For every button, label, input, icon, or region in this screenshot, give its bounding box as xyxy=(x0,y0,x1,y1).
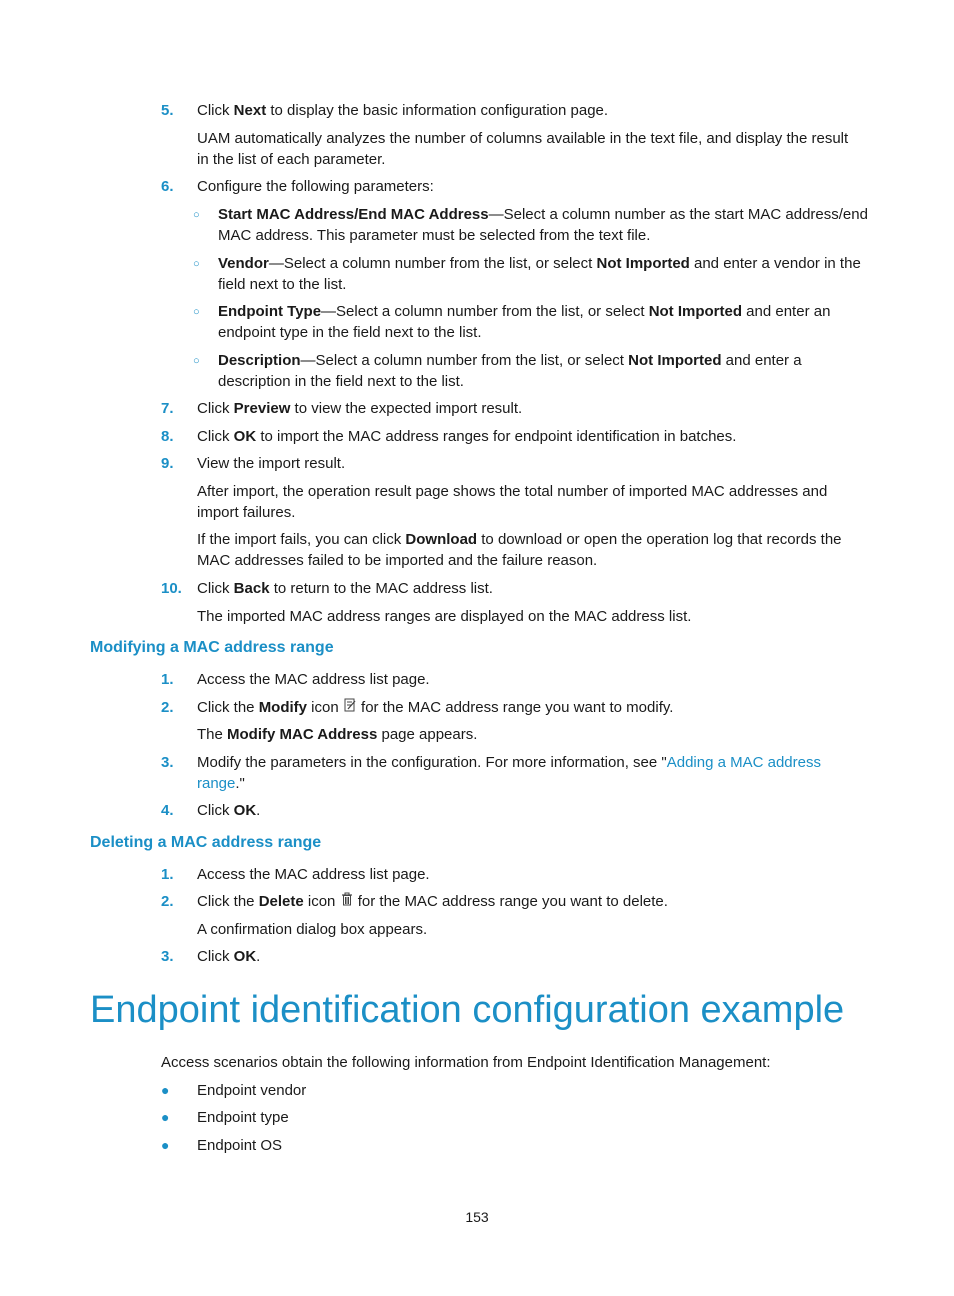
step-text: Click Preview to view the expected import result. xyxy=(197,400,523,417)
step-text: Click Back to return to the MAC address list. xyxy=(197,580,493,597)
bullet-icon: ○ xyxy=(193,258,200,270)
step-text: View the import result. xyxy=(197,455,346,472)
step-text: Click OK. xyxy=(197,948,261,965)
trash-icon xyxy=(340,891,354,912)
step-text: Click Next to display the basic information configuration page. xyxy=(197,102,609,119)
step-number: 1. xyxy=(161,671,174,688)
step-number: 2. xyxy=(161,893,174,910)
step-text: Click OK to import the MAC address ranges for endpoint identification in batches. xyxy=(197,428,737,445)
section-heading-delete: Deleting a MAC address range xyxy=(90,834,322,851)
step-number: 4. xyxy=(161,802,174,819)
edit-icon xyxy=(343,697,357,718)
step-number: 9. xyxy=(161,455,174,472)
list-item: Endpoint vendor xyxy=(197,1082,307,1099)
list-item: Endpoint OS xyxy=(197,1137,283,1154)
param-item: Start MAC Address/End MAC Address—Select a column number as the start MAC address/end MAC address. This parameter must be selected from the text file. xyxy=(218,206,868,244)
step-note: The imported MAC address ranges are displayed on the MAC address list. xyxy=(197,608,692,625)
step-number: 2. xyxy=(161,699,174,716)
step-text: Configure the following parameters: xyxy=(197,178,434,195)
step-number: 7. xyxy=(161,400,174,417)
bullet-dot-icon: ● xyxy=(161,1137,170,1153)
step-number: 3. xyxy=(161,754,174,771)
bullet-icon: ○ xyxy=(193,306,200,318)
page-number: 153 xyxy=(465,1209,489,1225)
step-number: 1. xyxy=(161,866,174,883)
step-text: Modify the parameters in the configuration. For more information, see "Adding a MAC address range." xyxy=(197,754,821,792)
step-note: The Modify MAC Address page appears. xyxy=(197,726,478,743)
param-item: Vendor—Select a column number from the list, or select Not Imported and enter a vendor in the field next to the list. xyxy=(218,255,861,293)
link-adding-mac-address-range[interactable]: Adding a MAC address xyxy=(666,754,821,771)
step-number: 3. xyxy=(161,948,174,965)
step-note: UAM automatically analyzes the number of columns available in the text file, and display the result in the list of each parameter. xyxy=(197,130,849,168)
step-note: After import, the operation result page shows the total number of imported MAC addresses and import failures. xyxy=(197,483,828,521)
intro-paragraph: Access scenarios obtain the following information from Endpoint Identification Management: xyxy=(161,1054,771,1071)
param-item: Description—Select a column number from the list, or select Not Imported and enter a description in the field next to the list. xyxy=(218,352,802,390)
bullet-dot-icon: ● xyxy=(161,1082,170,1098)
step-note: If the import fails, you can click Download to download or open the operation log that records the MAC addresses failed to be imported and the failure reason. xyxy=(197,531,842,569)
step-text: Click the Delete icon for the MAC address range you want to delete. xyxy=(197,893,668,910)
step-text: Access the MAC address list page. xyxy=(197,866,430,883)
bullet-icon: ○ xyxy=(193,209,200,221)
step-number: 6. xyxy=(161,178,174,195)
section-heading-modify: Modifying a MAC address range xyxy=(90,639,334,656)
link-adding-mac-address-range-cont[interactable]: range xyxy=(197,775,236,792)
list-item: Endpoint type xyxy=(197,1109,289,1126)
step-number: 10. xyxy=(161,580,182,597)
chapter-title: Endpoint identification configuration example xyxy=(90,989,845,1031)
step-number: 5. xyxy=(161,102,174,119)
param-item: Endpoint Type—Select a column number from the list, or select Not Imported and enter an endpoint type in the field next to the list. xyxy=(218,303,831,341)
step-text: Click OK. xyxy=(197,802,261,819)
step-text: Click the Modify icon for the MAC address range you want to modify. xyxy=(197,699,674,716)
bullet-dot-icon: ● xyxy=(161,1109,170,1125)
step-text: Access the MAC address list page. xyxy=(197,671,430,688)
step-number: 8. xyxy=(161,428,174,445)
step-note: A confirmation dialog box appears. xyxy=(197,921,428,938)
bullet-icon: ○ xyxy=(193,355,200,367)
